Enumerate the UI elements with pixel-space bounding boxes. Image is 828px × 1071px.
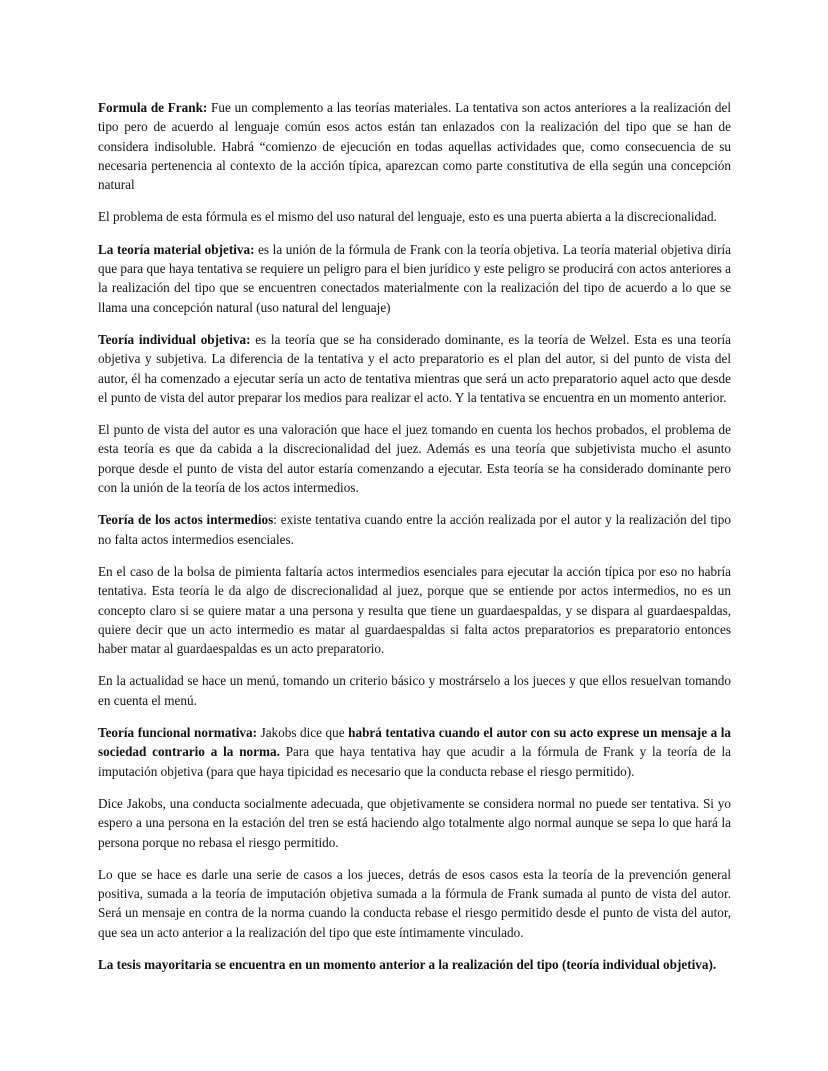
paragraph-text: Lo que se hace es darle una serie de casos a los jueces, detrás de esos casos esta la teoría de la prevención general positiva, sumada a la teoría de imputación objetiva sumada a la fórmula de Frank sumada al punto de vista del autor. Será un mensaje en contra de la norma cuando la conducta rebase el riesgo permitido desde el punto de vista del autor, que sea un acto anterior a la realización del tipo que este íntimamente vinculado. [98, 866, 731, 940]
emphasized-text: habrá tentativa cuando el autor con su acto exprese un mensaje a la sociedad contrario a la norma. [98, 725, 732, 760]
paragraph-text: es la unión de la fórmula de Frank con la teoría objetiva. La teoría material objetiva diría que para que haya tentativa se requiere un peligro para el bien jurídico y este peligro se producirá con actos anteriores a la realización del tipo que se encuentren conectados materialmente con la realización del tipo de acuerdo a lo que se llama una concepción natural (uso natural del lenguaje) [98, 241, 732, 315]
paragraph-text-tail: Para que haya tentativa hay que acudir a la fórmula de Frank y la teoría de la imputación objetiva (para que haya tipicidad es necesario que la conducta rebase el riesgo permitido). [98, 744, 731, 779]
paragraph-teoria-funcional-normativa [98, 723, 731, 781]
paragraph-tesis-mayoritaria [98, 955, 731, 974]
term-heading: Teoría individual objetiva: [98, 331, 251, 347]
paragraph-text: es la teoría que se ha considerado dominante, es la teoría de Welzel. Esta es una teoría objetiva y subjetiva. La diferencia de la tentativa y el acto preparatorio es el plan del autor, si del punto de vista del autor, él ha comenzado a ejecutar sería un acto de tentativa mientras que será un acto preparatorio aquel acto que desde el punto de vista del autor preparar los medios para realizar el acto. Y la tentativa se encuentra en un momento anterior. [98, 331, 731, 405]
paragraph-bolsa-de-pimienta [98, 562, 731, 658]
term-heading: Teoría funcional normativa: [98, 725, 258, 741]
paragraph-text: : existe tentativa cuando entre la acción realizada por el autor y la realización del tipo no falta actos intermedios esenciales. [98, 512, 731, 547]
paragraph-menu-actualidad [98, 671, 731, 710]
term-heading: La teoría material objetiva: [98, 241, 255, 257]
paragraph-casos-jueces [98, 865, 731, 942]
paragraph-text: En la actualidad se hace un menú, tomando un criterio básico y mostrárselo a los jueces y que ellos resuelvan tomando en cuenta el menú. [98, 673, 731, 708]
paragraph-text: En el caso de la bolsa de pimienta faltaría actos intermedios esenciales para ejecutar la acción típica por eso no habría tentativa. Esta teoría le da algo de discrecionalidad al juez, porque que se entiende por actos intermedios, no es un concepto claro si se quiere matar a una persona y resulta que tiene un guardaespaldas, y se dispara al guardaespaldas, quiere decir que un acto intermedio es matar al guardaespaldas si falta actos preparatorios es preparatorio entonces haber matar al guardaespaldas es un acto preparatorio. [98, 563, 731, 657]
paragraph-dice-jakobs [98, 794, 731, 852]
term-heading: Formula de Frank: [98, 100, 208, 115]
document-page [98, 98, 731, 987]
paragraph-text: Jakobs dice que [257, 725, 349, 741]
paragraph-problema-formula [98, 207, 731, 226]
paragraph-teoria-individual-objetiva [98, 330, 731, 407]
paragraph-text: Dice Jakobs, una conducta socialmente adecuada, que objetivamente se considera normal no puede ser tentativa. Si yo espero a una persona en la estación del tren se está haciendo algo totalmente algo normal aunque se sepa lo que hará la persona porque no rebasa el riesgo permitido. [98, 795, 731, 850]
term-heading: Teoría de los actos intermedios [98, 512, 274, 528]
paragraph-text: El punto de vista del autor es una valoración que hace el juez tomando en cuenta los hechos probados, el problema de esta teoría es que da cabida a la discrecionalidad del juez. Además es una teoría que subjetivista mucho el asunto porque desde el punto de vista del autor estaría comenzando a ejecutar. Esta teoría se ha considerado dominante pero con la unión de la teoría de los actos intermedios. [98, 422, 731, 496]
paragraph-formula-de-frank [98, 98, 731, 194]
paragraph-teoria-material-objetiva [98, 240, 731, 317]
paragraph-actos-intermedios [98, 510, 731, 549]
paragraph-text: El problema de esta fórmula es el mismo del uso natural del lenguaje, esto es una puerta abierta a la discrecionalidad. [98, 209, 717, 225]
paragraph-punto-de-vista-autor [98, 420, 731, 497]
paragraph-text: Fue un complemento a las teorías materiales. La tentativa son actos anteriores a la realización del tipo pero de acuerdo al lenguaje común esos actos están tan enlazados con la realización del tipo que se han de considera indisoluble. Habrá “comienzo de ejecución en todas aquellas actividades que, como consecuencia de su necesaria pertenencia al contexto de la acción típica, aparezcan como parte constitutiva de ella según una concepción natural [98, 100, 731, 193]
conclusion-text: La tesis mayoritaria se encuentra en un momento anterior a la realización del tipo (teoría individual objetiva). [98, 956, 717, 972]
